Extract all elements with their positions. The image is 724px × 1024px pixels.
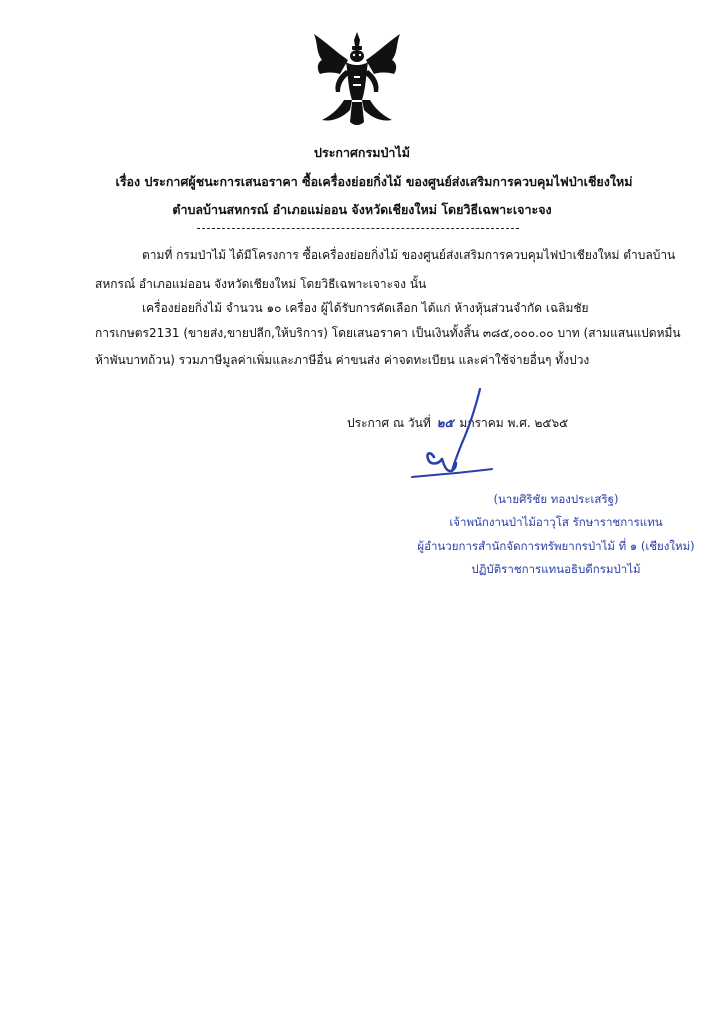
subject-line-2: ตำบลบ้านสหกรณ์ อำเภอแม่ออน จังหวัดเชียงใหม่ โดยวิธีเฉพาะเจาะจง [172, 202, 552, 217]
document-title: ประกาศกรมป่าไม้ [314, 145, 410, 160]
signatory-name: (นายศิริชัย ทองประเสริฐ) [493, 492, 619, 506]
announcement-prefix: ประกาศ ณ วันที่ [347, 416, 431, 430]
handwritten-signature-icon [372, 385, 512, 485]
signatory-position-3: ปฏิบัติราชการแทนอธิบดีกรมป่าไม้ [471, 562, 641, 576]
handwritten-day: ๒๕ [436, 416, 454, 430]
announcement-month-year: มกราคม พ.ศ. ๒๕๖๕ [459, 416, 569, 430]
subject-line-1: เรื่อง ประกาศผู้ชนะการเสนอราคา ซื้อเครื่องย่อยกิ่งไม้ ของศูนย์ส่งเสริมการควบคุมไฟป่าเชียงใหม่ [115, 174, 633, 189]
signatory-position-1: เจ้าพนักงานป่าไม้อาวุโส รักษาราชการแทน [449, 515, 663, 529]
paragraph-1-line-1: ตามที่ กรมป่าไม้ ได้มีโครงการ ซื้อเครื่องย่อยกิ่งไม้ ของศูนย์ส่งเสริมการควบคุมไฟป่าเชียงใหม่ ตำบลบ้าน [142, 248, 676, 262]
paragraph-2-line-1: เครื่องย่อยกิ่งไม้ จำนวน ๑๐ เครื่อง ผู้ได้รับการคัดเลือก ได้แก่ ห้างหุ้นส่วนจำกัด เฉลิมชัย [142, 301, 589, 315]
signatory-position-2: ผู้อำนวยการสำนักจัดการทรัพยากรป่าไม้ ที่ ๑ (เชียงใหม่) [417, 539, 695, 553]
garuda-emblem-icon [308, 30, 406, 130]
paragraph-2-line-3: ห้าพันบาทถ้วน) รวมภาษีมูลค่าเพิ่มและภาษีอื่น ค่าขนส่ง ค่าจดทะเบียน และค่าใช้จ่ายอื่นๆ ทั้งปวง [95, 353, 590, 367]
dashed-divider [197, 228, 519, 229]
paragraph-1-line-2: สหกรณ์ อำเภอแม่ออน จังหวัดเชียงใหม่ โดยวิธีเฉพาะเจาะจง นั้น [95, 277, 427, 291]
paragraph-2-line-2: การเกษตร2131 (ขายส่ง,ขายปลีก,ให้บริการ) โดยเสนอราคา เป็นเงินทั้งสิ้น ๓๘๕,๐๐๐.๐๐ บาท (สามแสนแปดหมื่น [95, 326, 681, 340]
